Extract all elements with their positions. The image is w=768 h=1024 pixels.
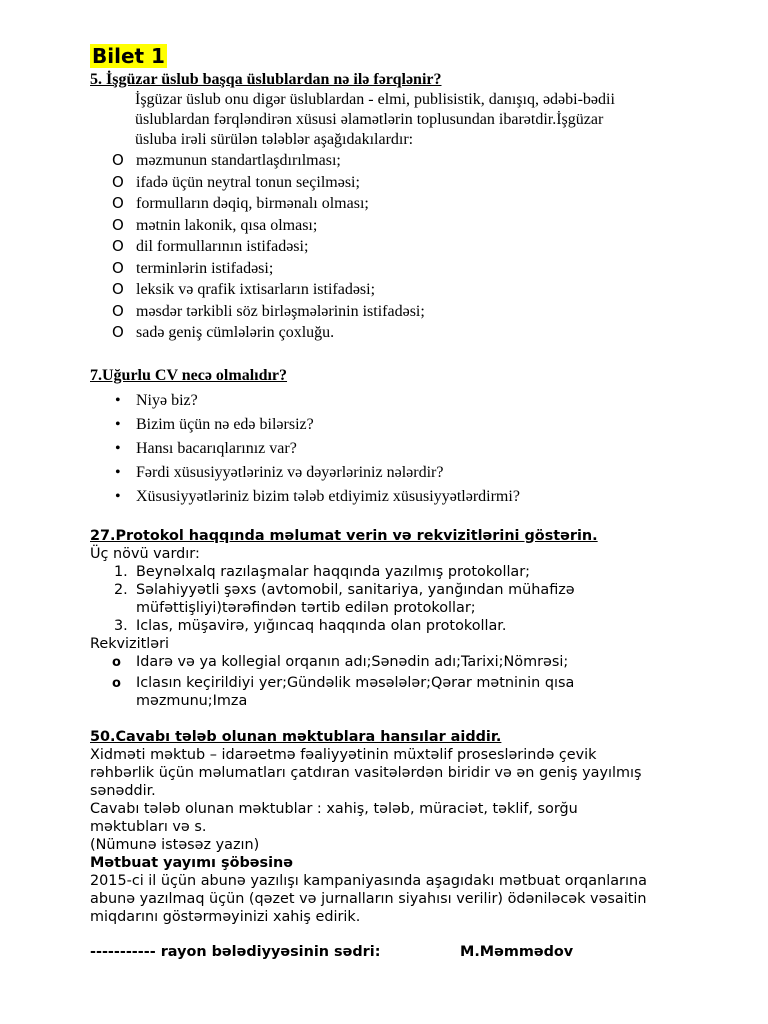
list-item-text: Səlahiyyətli şəxs (avtomobil, sanitariya, yanğından mühafizə xyxy=(136,581,575,598)
section-27 xyxy=(90,527,690,710)
list-item xyxy=(90,563,690,581)
list-item xyxy=(90,617,690,635)
text-line: məktubları və s. xyxy=(90,818,207,835)
text-line: İşgüzar üslub onu digər üslublardan - elmi, publisistik, danışıq, ədəbi-bədii xyxy=(135,91,615,108)
circle-bullet-icon: o xyxy=(112,675,121,691)
protocol-types-list xyxy=(90,563,690,635)
types-intro: Üç növü vardır: xyxy=(90,545,200,562)
list-item-text: Hansı bacarıqlarınız var? xyxy=(136,439,297,457)
circle-bullet-icon: O xyxy=(112,172,124,191)
list-item-text: sadə geniş cümlələrin çoxluğu. xyxy=(136,324,335,341)
list-number: 1. xyxy=(114,563,128,580)
list-item-text: Bizim üçün nə edə bilərsiz? xyxy=(136,415,314,433)
circle-bullet-icon: o xyxy=(112,654,121,670)
circle-bullet-icon: O xyxy=(112,151,124,169)
sample-note: (Nümunə istəsəz yazın) xyxy=(90,836,260,853)
list-item xyxy=(90,215,690,237)
signer-name: M.Məmmədov xyxy=(460,943,574,960)
list-item-text: məzmunu;Imza xyxy=(136,692,248,709)
list-item-text: Fərdi xüsusiyyətləriniz və dəyərləriniz nələrdir? xyxy=(136,463,444,481)
list-item xyxy=(90,413,690,437)
circle-bullet-icon: O xyxy=(112,215,124,234)
list-item xyxy=(90,172,690,194)
list-item-text: Iclasın keçirildiyi yer;Gündəlik məsələlər;Qərar mətninin qısa xyxy=(136,674,575,691)
list-item-text: formulların dəqiq, birmənalı olması; xyxy=(136,195,369,212)
text-line: miqdarını göstərməyinizi xahiş edirik. xyxy=(90,908,361,925)
list-item-text: Niyə biz? xyxy=(136,391,198,409)
list-item xyxy=(90,301,690,323)
list-number: 2. xyxy=(114,581,128,598)
text-line: Cavabı tələb olunan məktublar : xahiş, tələb, müraciət, təklif, sorğu xyxy=(90,800,578,817)
list-item-text: müfəttişliyi)tərəfindən tərtib edilən protokollar; xyxy=(136,599,476,616)
list-item xyxy=(90,437,690,461)
list-item-text: məsdər tərkibli söz birləşmələrinin istifadəsi; xyxy=(136,302,425,320)
circle-bullet-icon: O xyxy=(112,280,124,298)
list-item xyxy=(90,236,690,258)
question-27: 27.Protokol haqqında məlumat verin və rekvizitlərini göstərin. xyxy=(90,527,598,544)
letter-body xyxy=(90,872,690,926)
circle-bullet-icon: O xyxy=(112,258,124,277)
list-item xyxy=(90,389,690,413)
list-item-text: Iclas, müşavirə, yığıncaq haqqında olan protokollar. xyxy=(136,617,507,634)
list-item xyxy=(90,461,690,485)
list-item-text: Idarə və ya kollegial orqanın adı;Sənədin adı;Tarixi;Nömrəsi; xyxy=(136,653,569,670)
paragraph xyxy=(90,746,690,800)
letter-addressee: Mətbuat yayımı şöbəsinə xyxy=(90,854,294,871)
ticket-title: Bilet 1 xyxy=(92,44,165,68)
document-page xyxy=(90,44,690,960)
list-item-text: ifadə üçün neytral tonun seçilməsi; xyxy=(136,173,360,191)
circle-bullet-icon: O xyxy=(112,194,124,212)
list-item xyxy=(90,150,690,172)
signer-title: ----------- rayon bələdiyyəsinin sədri: xyxy=(90,943,381,960)
bullet-dot-icon: • xyxy=(115,415,121,433)
requisites-label: Rekvizitləri xyxy=(90,635,170,652)
bullet-dot-icon: • xyxy=(115,487,121,505)
section-5-intro xyxy=(90,90,690,150)
text-line: 2015-ci il üçün abunə yazılışı kampaniyasında aşagıdakı mətbuat orqanlarına xyxy=(90,872,647,889)
text-line: üsluba irəli sürülən tələblər aşağıdakılardır: xyxy=(135,131,414,148)
text-line: abunə yazılmaq üçün (qəzet və jurnalların siyahısı verilir) ödəniləcək vəsaitin xyxy=(90,890,647,907)
circle-bullet-icon: O xyxy=(112,237,124,255)
bullet-dot-icon: • xyxy=(115,439,121,457)
list-item xyxy=(90,581,690,617)
requisites-list xyxy=(90,653,690,710)
bullet-dot-icon: • xyxy=(115,391,121,409)
list-item-text: Beynəlxalq razılaşmalar haqqında yazılmış protokollar; xyxy=(136,563,531,580)
text-line: üslublardan fərqləndirən xüsusi əlamətlərin toplusundan ibarətdir.İşgüzar xyxy=(135,111,604,128)
list-item-text: mətnin lakonik, qısa olması; xyxy=(136,216,318,234)
section-5 xyxy=(90,70,690,344)
list-item xyxy=(90,279,690,301)
requirements-list xyxy=(90,150,690,344)
question-5: 5. İşgüzar üslub başqa üslublardan nə ilə fərqlənir? xyxy=(90,71,442,88)
circle-bullet-icon: O xyxy=(112,323,124,341)
list-item xyxy=(90,193,690,215)
list-item xyxy=(90,485,690,509)
question-50: 50.Cavabı tələb olunan məktublara hansılar aiddir. xyxy=(90,728,502,745)
question-7: 7.Uğurlu CV necə olmalıdır? xyxy=(90,366,288,384)
text-line: rəhbərlik üçün məlumatları çatdıran vasitələrdən biridir və ən geniş yayılmış xyxy=(90,764,642,781)
cv-questions-list xyxy=(90,389,690,509)
list-item-text: leksik və qrafik ixtisarların istifadəsi; xyxy=(136,281,376,298)
list-item-text: məzmunun standartlaşdırılması; xyxy=(136,152,341,169)
list-item xyxy=(90,674,690,710)
list-item-text: Xüsusiyyətləriniz bizim tələb etdiyimiz xüsusiyyətlərdirmi? xyxy=(136,487,520,505)
list-item xyxy=(90,322,690,344)
paragraph xyxy=(90,800,690,836)
bullet-dot-icon: • xyxy=(115,463,121,481)
list-item xyxy=(90,653,690,671)
text-line: Xidməti məktub – idarəetmə fəaliyyətinin müxtəlif proseslərində çevik xyxy=(90,746,597,763)
list-item-text: dil formullarının istifadəsi; xyxy=(136,238,309,255)
circle-bullet-icon: O xyxy=(112,301,124,320)
list-item-text: terminlərin istifadəsi; xyxy=(136,259,274,277)
list-item xyxy=(90,258,690,280)
text-line: sənəddir. xyxy=(90,782,156,799)
section-7 xyxy=(90,366,690,509)
signature-line xyxy=(90,944,690,960)
list-number: 3. xyxy=(114,617,128,634)
section-50 xyxy=(90,728,690,960)
